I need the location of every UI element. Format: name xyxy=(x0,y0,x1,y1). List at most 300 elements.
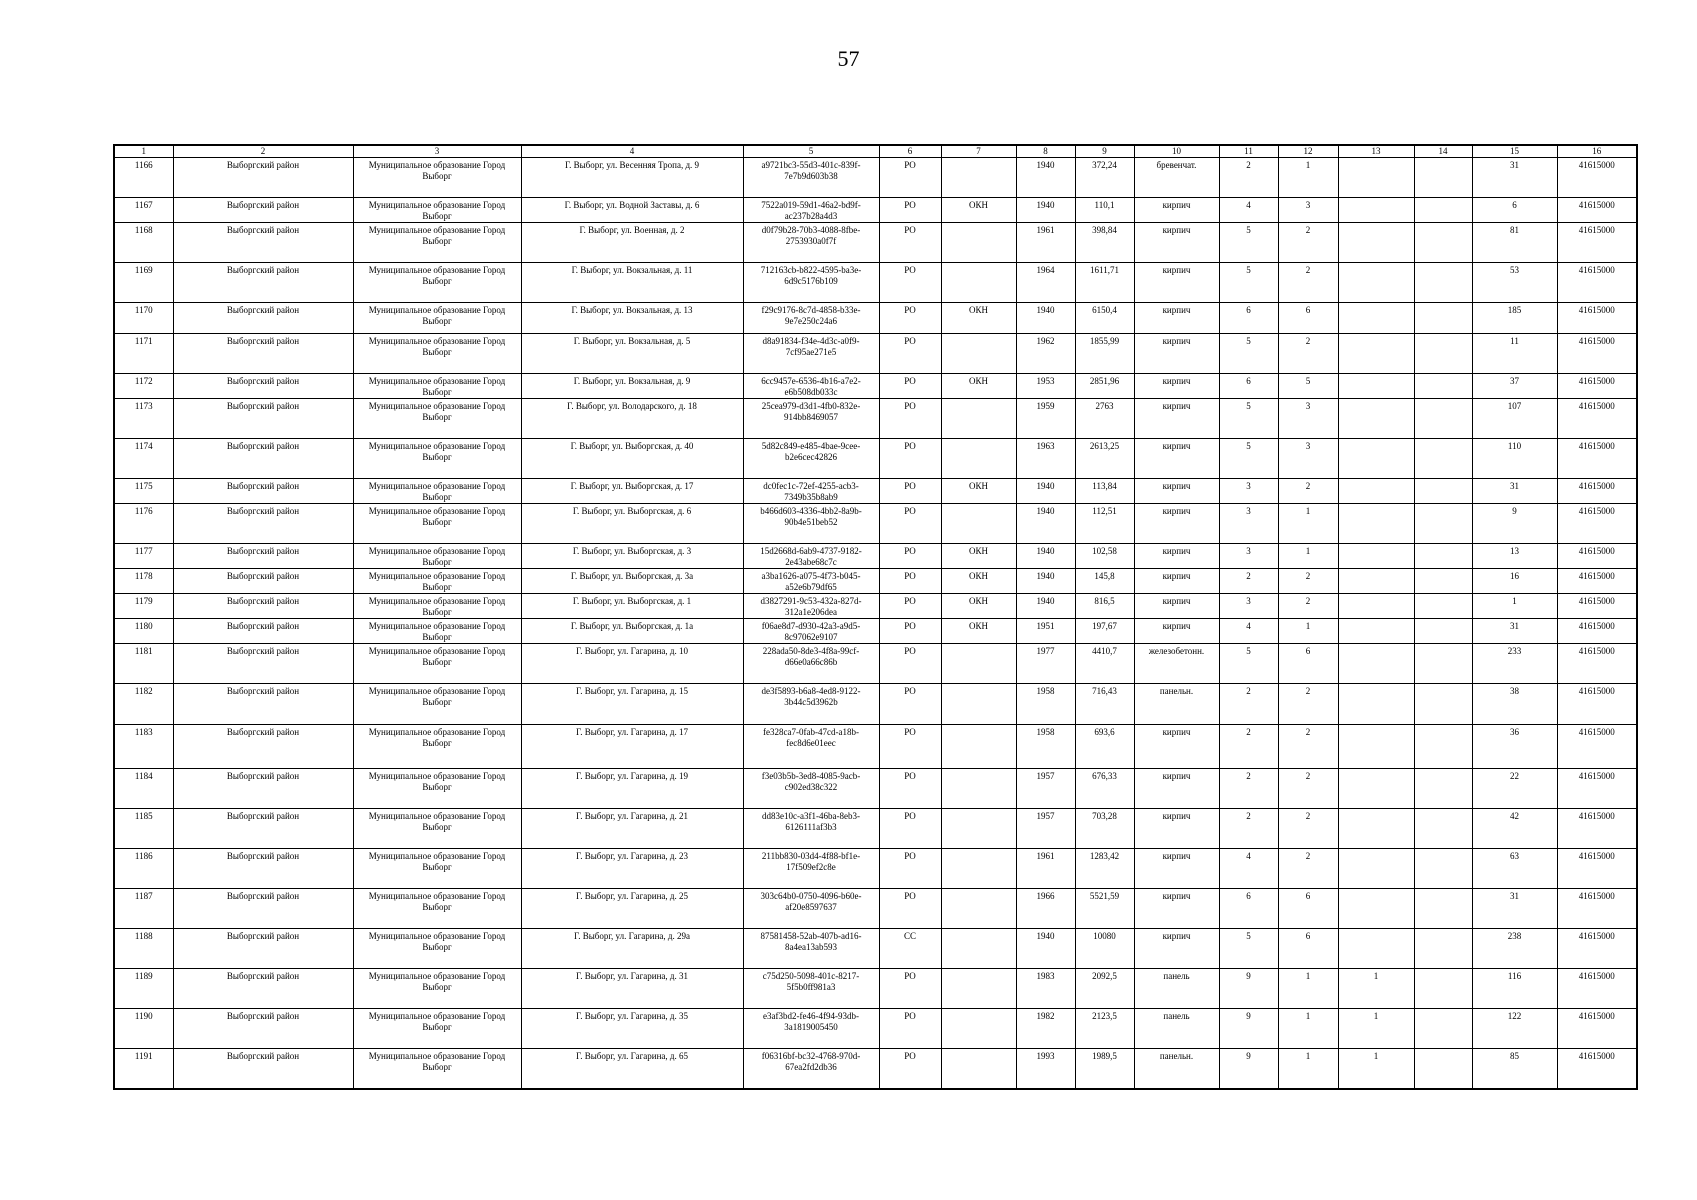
cell-heritage-status xyxy=(941,399,1016,439)
cell-guid: a3ba1626-a075-4f73-b045-a52e6b79df65 xyxy=(743,569,879,594)
cell-area: 6150,4 xyxy=(1075,303,1134,334)
cell-build-year: 1993 xyxy=(1016,1049,1075,1089)
cell-col-14 xyxy=(1414,334,1472,374)
cell-floors: 6 xyxy=(1219,303,1278,334)
cell-area: 102,58 xyxy=(1075,544,1134,569)
cell-address: Г. Выборг, ул. Выборгская, д. 1 xyxy=(521,594,743,619)
cell-management-type: PO xyxy=(879,198,941,223)
cell-wall-material: кирпич xyxy=(1134,725,1219,769)
cell-municipality: Муниципальное образование Город Выборг xyxy=(353,644,521,684)
cell-management-type: PO xyxy=(879,334,941,374)
cell-build-year: 1982 xyxy=(1016,1009,1075,1049)
cell-residents: 122 xyxy=(1472,1009,1557,1049)
cell-build-year: 1961 xyxy=(1016,223,1075,263)
table-row xyxy=(114,374,1637,399)
cell-row-index: 1187 xyxy=(114,889,173,929)
cell-guid: dc0fec1c-72ef-4255-acb3-7349b35b8ab9 xyxy=(743,479,879,504)
cell-district: Выборгский район xyxy=(173,725,353,769)
cell-col-13 xyxy=(1338,504,1414,544)
cell-area: 1855,99 xyxy=(1075,334,1134,374)
cell-row-index: 1188 xyxy=(114,929,173,969)
cell-col-13 xyxy=(1338,889,1414,929)
cell-residents: 31 xyxy=(1472,889,1557,929)
column-header: 4 xyxy=(521,145,743,158)
cell-guid: de3f5893-b6a8-4ed8-9122-3b44c5d3962b xyxy=(743,684,879,725)
cell-wall-material: кирпич xyxy=(1134,769,1219,809)
cell-col-13: 1 xyxy=(1338,1009,1414,1049)
cell-district: Выборгский район xyxy=(173,439,353,479)
cell-heritage-status xyxy=(941,725,1016,769)
column-header: 15 xyxy=(1472,145,1557,158)
cell-floors: 2 xyxy=(1219,809,1278,849)
cell-oktmo-code: 41615000 xyxy=(1557,644,1637,684)
cell-entrances: 2 xyxy=(1278,725,1338,769)
cell-floors: 2 xyxy=(1219,725,1278,769)
cell-col-14 xyxy=(1414,594,1472,619)
cell-entrances: 3 xyxy=(1278,399,1338,439)
cell-build-year: 1958 xyxy=(1016,725,1075,769)
cell-entrances: 2 xyxy=(1278,849,1338,889)
cell-wall-material: кирпич xyxy=(1134,889,1219,929)
cell-area: 5521,59 xyxy=(1075,889,1134,929)
cell-floors: 3 xyxy=(1219,594,1278,619)
cell-address: Г. Выборг, ул. Вокзальная, д. 9 xyxy=(521,374,743,399)
cell-heritage-status xyxy=(941,849,1016,889)
cell-district: Выборгский район xyxy=(173,223,353,263)
cell-guid: c75d250-5098-401c-8217-5f5b0ff981a3 xyxy=(743,969,879,1009)
cell-municipality: Муниципальное образование Город Выборг xyxy=(353,374,521,399)
table-row xyxy=(114,969,1637,1009)
cell-municipality: Муниципальное образование Город Выборг xyxy=(353,569,521,594)
cell-area: 112,51 xyxy=(1075,504,1134,544)
cell-area: 2123,5 xyxy=(1075,1009,1134,1049)
cell-wall-material: кирпич xyxy=(1134,504,1219,544)
cell-address: Г. Выборг, ул. Вокзальная, д. 11 xyxy=(521,263,743,303)
cell-oktmo-code: 41615000 xyxy=(1557,1049,1637,1089)
cell-district: Выборгский район xyxy=(173,1049,353,1089)
cell-floors: 6 xyxy=(1219,889,1278,929)
cell-floors: 2 xyxy=(1219,684,1278,725)
cell-municipality: Муниципальное образование Город Выборг xyxy=(353,769,521,809)
cell-row-index: 1173 xyxy=(114,399,173,439)
cell-residents: 233 xyxy=(1472,644,1557,684)
cell-floors: 2 xyxy=(1219,569,1278,594)
cell-guid: a9721bc3-55d3-401c-839f-7e7b9d603b38 xyxy=(743,158,879,198)
cell-residents: 185 xyxy=(1472,303,1557,334)
cell-col-13 xyxy=(1338,479,1414,504)
cell-address: Г. Выборг, ул. Водной Заставы, д. 6 xyxy=(521,198,743,223)
cell-floors: 6 xyxy=(1219,374,1278,399)
cell-area: 1611,71 xyxy=(1075,263,1134,303)
cell-district: Выборгский район xyxy=(173,544,353,569)
cell-entrances: 1 xyxy=(1278,969,1338,1009)
cell-management-type: PO xyxy=(879,769,941,809)
cell-col-13 xyxy=(1338,198,1414,223)
table-row xyxy=(114,504,1637,544)
cell-municipality: Муниципальное образование Город Выборг xyxy=(353,198,521,223)
cell-col-14 xyxy=(1414,1049,1472,1089)
cell-entrances: 1 xyxy=(1278,619,1338,644)
cell-guid: 5d82c849-e485-4bae-9cee-b2e6cec42826 xyxy=(743,439,879,479)
cell-col-14 xyxy=(1414,504,1472,544)
cell-guid: 7522a019-59d1-46a2-bd9f-ac237b28a4d3 xyxy=(743,198,879,223)
table-row xyxy=(114,223,1637,263)
cell-guid: d3827291-9c53-432a-827d-312a1e206dea xyxy=(743,594,879,619)
cell-col-13 xyxy=(1338,569,1414,594)
cell-management-type: PO xyxy=(879,969,941,1009)
cell-row-index: 1166 xyxy=(114,158,173,198)
cell-floors: 5 xyxy=(1219,399,1278,439)
cell-oktmo-code: 41615000 xyxy=(1557,849,1637,889)
cell-build-year: 1940 xyxy=(1016,479,1075,504)
cell-area: 113,84 xyxy=(1075,479,1134,504)
cell-municipality: Муниципальное образование Город Выборг xyxy=(353,158,521,198)
cell-residents: 36 xyxy=(1472,725,1557,769)
cell-oktmo-code: 41615000 xyxy=(1557,198,1637,223)
cell-oktmo-code: 41615000 xyxy=(1557,594,1637,619)
cell-row-index: 1189 xyxy=(114,969,173,1009)
table-row xyxy=(114,569,1637,594)
table-row xyxy=(114,594,1637,619)
cell-municipality: Муниципальное образование Город Выборг xyxy=(353,479,521,504)
cell-oktmo-code: 41615000 xyxy=(1557,684,1637,725)
cell-wall-material: кирпич xyxy=(1134,334,1219,374)
cell-address: Г. Выборг, ул. Выборгская, д. 40 xyxy=(521,439,743,479)
cell-col-13 xyxy=(1338,223,1414,263)
column-number-row xyxy=(114,145,1637,158)
cell-col-14 xyxy=(1414,303,1472,334)
cell-residents: 37 xyxy=(1472,374,1557,399)
cell-col-14 xyxy=(1414,619,1472,644)
cell-col-14 xyxy=(1414,263,1472,303)
cell-entrances: 5 xyxy=(1278,374,1338,399)
cell-district: Выборгский район xyxy=(173,198,353,223)
cell-col-14 xyxy=(1414,769,1472,809)
cell-municipality: Муниципальное образование Город Выборг xyxy=(353,504,521,544)
cell-build-year: 1977 xyxy=(1016,644,1075,684)
cell-guid: e3af3bd2-fe46-4f94-93db-3a1819005450 xyxy=(743,1009,879,1049)
cell-build-year: 1957 xyxy=(1016,769,1075,809)
cell-build-year: 1966 xyxy=(1016,889,1075,929)
cell-wall-material: бревенчат. xyxy=(1134,158,1219,198)
cell-district: Выборгский район xyxy=(173,158,353,198)
cell-col-14 xyxy=(1414,929,1472,969)
table-row xyxy=(114,769,1637,809)
cell-municipality: Муниципальное образование Город Выборг xyxy=(353,969,521,1009)
cell-area: 1283,42 xyxy=(1075,849,1134,889)
cell-floors: 3 xyxy=(1219,544,1278,569)
cell-residents: 13 xyxy=(1472,544,1557,569)
cell-wall-material: железобетонн. xyxy=(1134,644,1219,684)
cell-district: Выборгский район xyxy=(173,569,353,594)
cell-row-index: 1183 xyxy=(114,725,173,769)
cell-area: 2851,96 xyxy=(1075,374,1134,399)
cell-district: Выборгский район xyxy=(173,769,353,809)
cell-build-year: 1940 xyxy=(1016,303,1075,334)
cell-col-14 xyxy=(1414,684,1472,725)
table-row xyxy=(114,399,1637,439)
cell-residents: 110 xyxy=(1472,439,1557,479)
cell-heritage-status xyxy=(941,504,1016,544)
column-header: 7 xyxy=(941,145,1016,158)
cell-residents: 11 xyxy=(1472,334,1557,374)
cell-oktmo-code: 41615000 xyxy=(1557,929,1637,969)
cell-guid: 87581458-52ab-407b-ad16-8a4ea13ab593 xyxy=(743,929,879,969)
table-row xyxy=(114,439,1637,479)
cell-municipality: Муниципальное образование Город Выборг xyxy=(353,889,521,929)
cell-municipality: Муниципальное образование Город Выборг xyxy=(353,684,521,725)
cell-col-14 xyxy=(1414,1009,1472,1049)
cell-entrances: 2 xyxy=(1278,684,1338,725)
cell-residents: 107 xyxy=(1472,399,1557,439)
cell-floors: 2 xyxy=(1219,769,1278,809)
cell-wall-material: кирпич xyxy=(1134,479,1219,504)
cell-area: 10080 xyxy=(1075,929,1134,969)
cell-municipality: Муниципальное образование Город Выборг xyxy=(353,399,521,439)
cell-residents: 31 xyxy=(1472,479,1557,504)
cell-col-13 xyxy=(1338,684,1414,725)
cell-col-14 xyxy=(1414,439,1472,479)
cell-oktmo-code: 41615000 xyxy=(1557,725,1637,769)
cell-wall-material: кирпич xyxy=(1134,809,1219,849)
cell-guid: f06ae8d7-d930-42a3-a9d5-8c97062e9107 xyxy=(743,619,879,644)
cell-management-type: PO xyxy=(879,223,941,263)
cell-municipality: Муниципальное образование Город Выборг xyxy=(353,263,521,303)
cell-address: Г. Выборг, ул. Гагарина, д. 31 xyxy=(521,969,743,1009)
cell-wall-material: кирпич xyxy=(1134,374,1219,399)
cell-guid: d0f79b28-70b3-4088-8fbe-2753930a0f7f xyxy=(743,223,879,263)
cell-management-type: PO xyxy=(879,544,941,569)
cell-entrances: 3 xyxy=(1278,198,1338,223)
cell-oktmo-code: 41615000 xyxy=(1557,569,1637,594)
cell-municipality: Муниципальное образование Город Выборг xyxy=(353,725,521,769)
table-row xyxy=(114,619,1637,644)
cell-district: Выборгский район xyxy=(173,479,353,504)
cell-district: Выборгский район xyxy=(173,809,353,849)
cell-district: Выборгский район xyxy=(173,1009,353,1049)
cell-district: Выборгский район xyxy=(173,504,353,544)
cell-build-year: 1940 xyxy=(1016,198,1075,223)
cell-floors: 2 xyxy=(1219,158,1278,198)
cell-heritage-status: ОКН xyxy=(941,303,1016,334)
cell-build-year: 1959 xyxy=(1016,399,1075,439)
cell-management-type: PO xyxy=(879,439,941,479)
cell-heritage-status xyxy=(941,769,1016,809)
cell-heritage-status: ОКН xyxy=(941,374,1016,399)
cell-management-type: PO xyxy=(879,374,941,399)
cell-oktmo-code: 41615000 xyxy=(1557,303,1637,334)
cell-heritage-status xyxy=(941,644,1016,684)
cell-oktmo-code: 41615000 xyxy=(1557,544,1637,569)
cell-col-13 xyxy=(1338,594,1414,619)
cell-build-year: 1953 xyxy=(1016,374,1075,399)
cell-wall-material: панель xyxy=(1134,1009,1219,1049)
cell-floors: 5 xyxy=(1219,263,1278,303)
cell-heritage-status xyxy=(941,684,1016,725)
cell-address: Г. Выборг, ул. Гагарина, д. 35 xyxy=(521,1009,743,1049)
cell-entrances: 2 xyxy=(1278,223,1338,263)
cell-col-14 xyxy=(1414,198,1472,223)
cell-col-13 xyxy=(1338,809,1414,849)
cell-municipality: Муниципальное образование Город Выборг xyxy=(353,1009,521,1049)
cell-entrances: 1 xyxy=(1278,504,1338,544)
cell-residents: 81 xyxy=(1472,223,1557,263)
cell-wall-material: кирпич xyxy=(1134,303,1219,334)
cell-management-type: PO xyxy=(879,889,941,929)
cell-heritage-status xyxy=(941,263,1016,303)
cell-district: Выборгский район xyxy=(173,644,353,684)
cell-wall-material: кирпич xyxy=(1134,594,1219,619)
cell-area: 676,33 xyxy=(1075,769,1134,809)
cell-area: 2763 xyxy=(1075,399,1134,439)
cell-entrances: 2 xyxy=(1278,769,1338,809)
cell-entrances: 2 xyxy=(1278,569,1338,594)
cell-area: 398,84 xyxy=(1075,223,1134,263)
column-header: 8 xyxy=(1016,145,1075,158)
column-header: 11 xyxy=(1219,145,1278,158)
cell-heritage-status: ОКН xyxy=(941,569,1016,594)
cell-entrances: 2 xyxy=(1278,479,1338,504)
cell-entrances: 1 xyxy=(1278,1049,1338,1089)
cell-management-type: PO xyxy=(879,158,941,198)
cell-col-13 xyxy=(1338,303,1414,334)
cell-address: Г. Выборг, ул. Вокзальная, д. 5 xyxy=(521,334,743,374)
column-header: 14 xyxy=(1414,145,1472,158)
cell-oktmo-code: 41615000 xyxy=(1557,223,1637,263)
cell-col-14 xyxy=(1414,809,1472,849)
cell-management-type: PO xyxy=(879,619,941,644)
column-header: 2 xyxy=(173,145,353,158)
cell-row-index: 1168 xyxy=(114,223,173,263)
cell-wall-material: кирпич xyxy=(1134,849,1219,889)
cell-address: Г. Выборг, ул. Гагарина, д. 29а xyxy=(521,929,743,969)
cell-col-14 xyxy=(1414,158,1472,198)
cell-district: Выборгский район xyxy=(173,399,353,439)
cell-oktmo-code: 41615000 xyxy=(1557,479,1637,504)
cell-residents: 31 xyxy=(1472,158,1557,198)
cell-row-index: 1171 xyxy=(114,334,173,374)
cell-residents: 85 xyxy=(1472,1049,1557,1089)
cell-management-type: PO xyxy=(879,594,941,619)
cell-area: 1989,5 xyxy=(1075,1049,1134,1089)
cell-floors: 5 xyxy=(1219,439,1278,479)
cell-residents: 22 xyxy=(1472,769,1557,809)
cell-floors: 5 xyxy=(1219,929,1278,969)
cell-entrances: 1 xyxy=(1278,544,1338,569)
cell-address: Г. Выборг, ул. Выборгская, д. 3 xyxy=(521,544,743,569)
cell-residents: 38 xyxy=(1472,684,1557,725)
cell-floors: 9 xyxy=(1219,1049,1278,1089)
cell-build-year: 1940 xyxy=(1016,569,1075,594)
cell-floors: 3 xyxy=(1219,504,1278,544)
cell-wall-material: кирпич xyxy=(1134,223,1219,263)
cell-row-index: 1182 xyxy=(114,684,173,725)
table-row xyxy=(114,1049,1637,1089)
cell-heritage-status: ОКН xyxy=(941,544,1016,569)
cell-col-14 xyxy=(1414,569,1472,594)
cell-heritage-status xyxy=(941,334,1016,374)
cell-residents: 116 xyxy=(1472,969,1557,1009)
cell-row-index: 1186 xyxy=(114,849,173,889)
cell-col-13 xyxy=(1338,849,1414,889)
cell-oktmo-code: 41615000 xyxy=(1557,334,1637,374)
cell-district: Выборгский район xyxy=(173,929,353,969)
cell-entrances: 2 xyxy=(1278,334,1338,374)
cell-row-index: 1176 xyxy=(114,504,173,544)
cell-area: 145,8 xyxy=(1075,569,1134,594)
cell-build-year: 1958 xyxy=(1016,684,1075,725)
cell-address: Г. Выборг, ул. Выборгская, д. 17 xyxy=(521,479,743,504)
cell-row-index: 1184 xyxy=(114,769,173,809)
cell-oktmo-code: 41615000 xyxy=(1557,158,1637,198)
cell-row-index: 1178 xyxy=(114,569,173,594)
cell-area: 110,1 xyxy=(1075,198,1134,223)
cell-floors: 4 xyxy=(1219,849,1278,889)
cell-col-13 xyxy=(1338,544,1414,569)
cell-management-type: PO xyxy=(879,684,941,725)
cell-guid: 211bb830-03d4-4f88-bf1e-17f509ef2c8e xyxy=(743,849,879,889)
table-row xyxy=(114,929,1637,969)
cell-heritage-status xyxy=(941,1009,1016,1049)
cell-build-year: 1940 xyxy=(1016,158,1075,198)
cell-district: Выборгский район xyxy=(173,374,353,399)
cell-col-13 xyxy=(1338,929,1414,969)
cell-guid: f3e03b5b-3ed8-4085-9acb-c902ed38c322 xyxy=(743,769,879,809)
cell-guid: 15d2668d-6ab9-4737-9182-2e43abe68c7c xyxy=(743,544,879,569)
cell-col-13 xyxy=(1338,399,1414,439)
cell-heritage-status: ОКН xyxy=(941,619,1016,644)
cell-col-13: 1 xyxy=(1338,1049,1414,1089)
cell-row-index: 1172 xyxy=(114,374,173,399)
column-header: 5 xyxy=(743,145,879,158)
cell-municipality: Муниципальное образование Город Выборг xyxy=(353,1049,521,1089)
cell-wall-material: панель xyxy=(1134,969,1219,1009)
cell-management-type: PO xyxy=(879,504,941,544)
cell-district: Выборгский район xyxy=(173,889,353,929)
cell-col-14 xyxy=(1414,725,1472,769)
cell-col-13 xyxy=(1338,374,1414,399)
table-row xyxy=(114,644,1637,684)
cell-residents: 42 xyxy=(1472,809,1557,849)
cell-address: Г. Выборг, ул. Володарского, д. 18 xyxy=(521,399,743,439)
cell-col-13 xyxy=(1338,334,1414,374)
cell-row-index: 1181 xyxy=(114,644,173,684)
cell-wall-material: кирпич xyxy=(1134,198,1219,223)
cell-wall-material: панельн. xyxy=(1134,684,1219,725)
cell-build-year: 1940 xyxy=(1016,594,1075,619)
cell-oktmo-code: 41615000 xyxy=(1557,439,1637,479)
table-row xyxy=(114,263,1637,303)
cell-management-type: PO xyxy=(879,399,941,439)
table-row xyxy=(114,198,1637,223)
cell-col-14 xyxy=(1414,849,1472,889)
cell-wall-material: кирпич xyxy=(1134,619,1219,644)
cell-heritage-status xyxy=(941,889,1016,929)
cell-row-index: 1167 xyxy=(114,198,173,223)
cell-residents: 9 xyxy=(1472,504,1557,544)
cell-management-type: PO xyxy=(879,479,941,504)
cell-address: Г. Выборг, ул. Гагарина, д. 10 xyxy=(521,644,743,684)
cell-build-year: 1940 xyxy=(1016,544,1075,569)
cell-address: Г. Выборг, ул. Весенняя Тропа, д. 9 xyxy=(521,158,743,198)
cell-row-index: 1191 xyxy=(114,1049,173,1089)
cell-municipality: Муниципальное образование Город Выборг xyxy=(353,849,521,889)
cell-col-13 xyxy=(1338,769,1414,809)
cell-area: 2613,25 xyxy=(1075,439,1134,479)
cell-address: Г. Выборг, ул. Гагарина, д. 19 xyxy=(521,769,743,809)
cell-heritage-status xyxy=(941,1049,1016,1089)
cell-guid: 712163cb-b822-4595-ba3e-6d9c5176b109 xyxy=(743,263,879,303)
